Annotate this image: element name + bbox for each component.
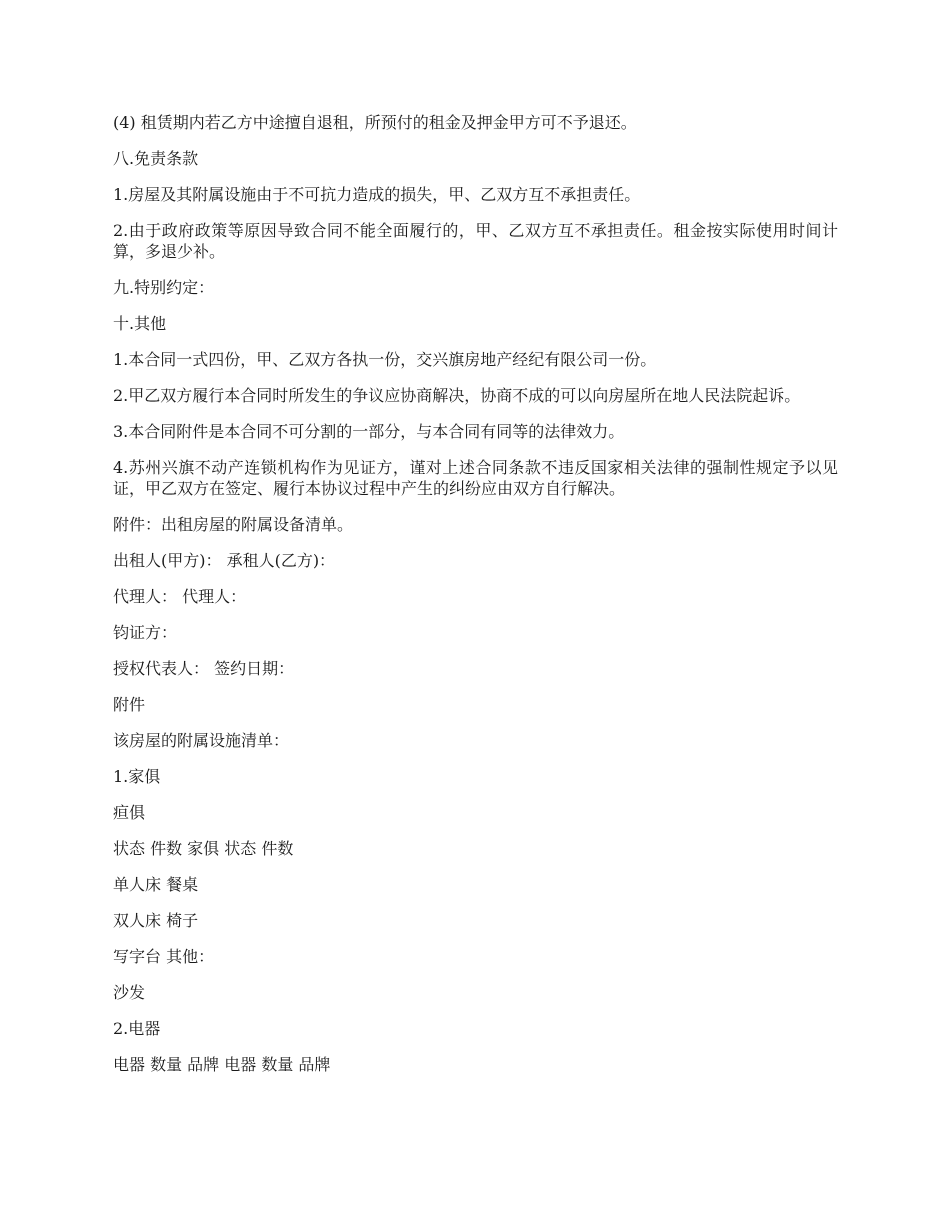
clause-attachment-validity: 3.本合同附件是本合同不可分割的一部分，与本合同有同等的法律效力。: [113, 422, 625, 441]
signature-witness: 钧证方：: [113, 623, 178, 642]
clause-witness: 4.苏州兴旗不动产连锁机构作为见证方，谨对上述合同条款不违反国家相关法律的强制性规定予以见证，甲乙双方在签定、履行本协议过程中产生的纠纷应由双方自行解决。: [113, 458, 838, 498]
attachment-heading: 附件: [113, 695, 146, 714]
appliances-table-header: 电器 数量 品牌 电器 数量 品牌: [113, 1055, 331, 1074]
furniture-row: 双人床 椅子: [113, 911, 199, 930]
furniture-row: 单人床 餐桌: [113, 875, 199, 894]
facility-list-heading: 该房屋的附属设施清单：: [113, 731, 290, 750]
appliances-heading: 2.电器: [113, 1019, 161, 1038]
signature-agents: 代理人： 代理人：: [113, 587, 247, 606]
furniture-table-header: 状态 件数 家俱 状态 件数: [113, 839, 294, 858]
section-heading-exemption: 八.免责条款: [113, 149, 199, 168]
clause-dispute: 2.甲乙双方履行本合同时所发生的争议应协商解决，协商不成的可以向房屋所在地人民法院起诉。: [113, 386, 801, 405]
section-heading-special-terms: 九.特别约定：: [113, 278, 215, 297]
clause-deposit-no-refund: (4) 租赁期内若乙方中途擅自退租，所预付的租金及押金甲方可不予退还。: [113, 113, 637, 132]
furniture-row: 沙发: [113, 983, 146, 1002]
document-page: [113, 112, 838, 1090]
attachment-note: 附件：出租房屋的附属设备清单。: [113, 515, 354, 534]
furniture-subheading: 疸俱: [113, 803, 146, 822]
clause-copies: 1.本合同一式四份，甲、乙双方各执一份，交兴旗房地产经纪有限公司一份。: [113, 350, 657, 369]
clause-government-policy: 2.由于政府政策等原因导致合同不能全面履行的，甲、乙双方互不承担责任。租金按实际使用时间计算，多退少补。: [113, 221, 838, 261]
furniture-heading: 1.家俱: [113, 767, 161, 786]
signature-representative-date: 授权代表人： 签约日期：: [113, 659, 295, 678]
section-heading-other: 十.其他: [113, 314, 167, 333]
clause-force-majeure: 1.房屋及其附属设施由于不可抗力造成的损失，甲、乙双方互不承担责任。: [113, 185, 641, 204]
furniture-row: 写字台 其他：: [113, 947, 215, 966]
signature-parties: 出租人(甲方)： 承租人(乙方)：: [113, 551, 336, 570]
